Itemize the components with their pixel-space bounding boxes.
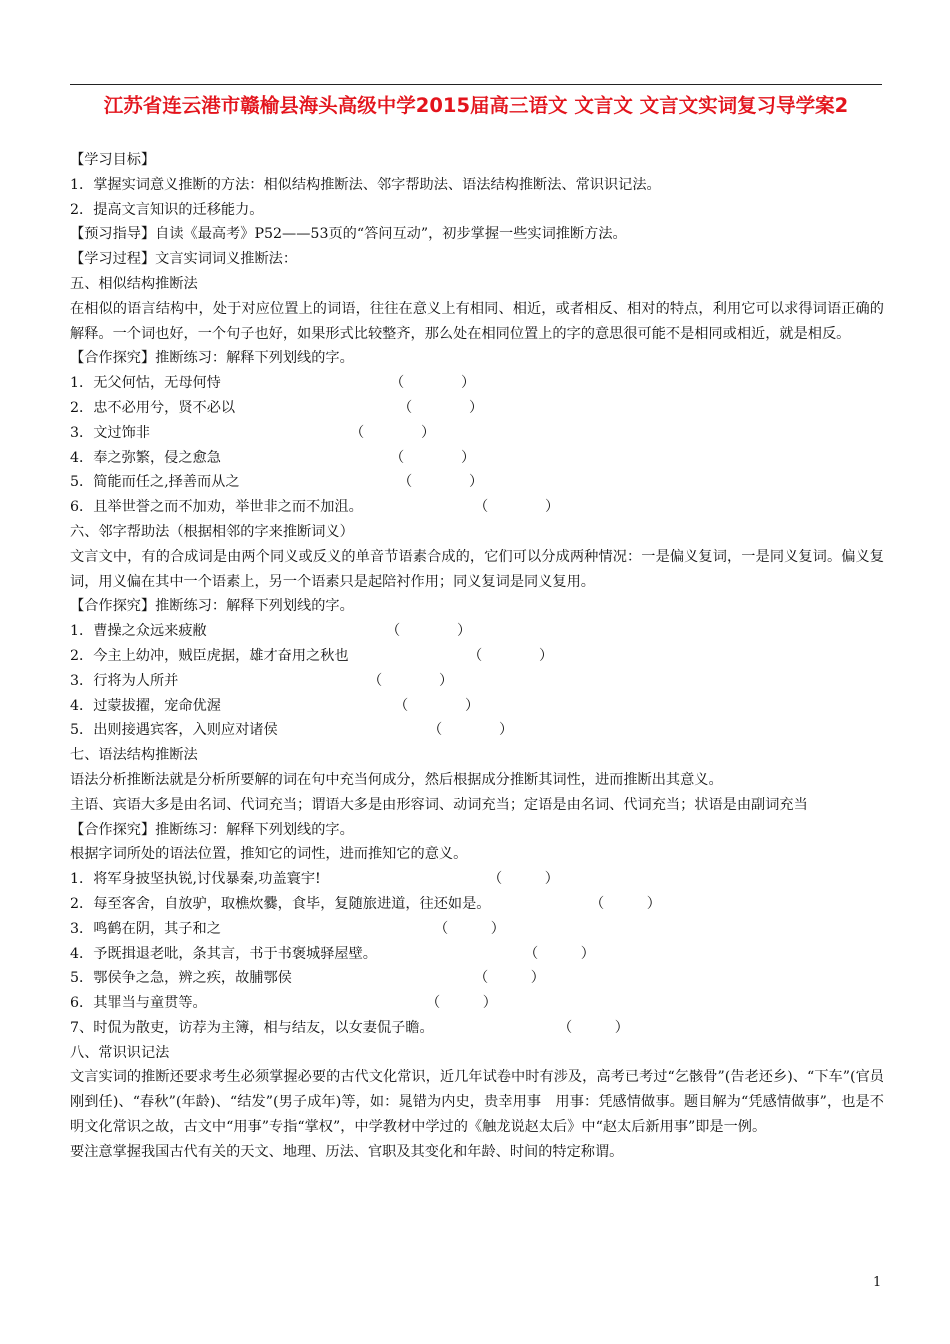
exercise-item	[70, 396, 884, 421]
exercise-text: 1．无父何怙，无母何恃	[70, 375, 221, 392]
answer-blank: （ ）	[398, 399, 484, 416]
section7-intro: 根据字词所处的语法位置，推知它的词性，进而推知它的意义。	[70, 846, 468, 863]
answer-blank: （ ）	[394, 697, 480, 714]
page-number: 1	[873, 1275, 882, 1290]
exercise-text: 5．鄂侯争之急，辨之疾，故脯鄂侯	[70, 970, 292, 987]
answer-blank: （ ）	[474, 970, 545, 987]
exercise-text: 5．出则接遇宾客，入则应对诸侯	[70, 722, 278, 739]
exercise-text: 4．过蒙拔擢，宠命优渥	[70, 697, 221, 714]
exercise-item	[70, 669, 884, 694]
preview-guide: 【预习指导】自读《最高考》P52——53页的“答问互动”，初步掌握一些实词推断方法。	[70, 226, 627, 243]
exercise-item	[70, 1016, 884, 1041]
exercise-text: 3．鸣鹤在阴，其子和之	[70, 920, 221, 937]
objective-1: 1．掌握实词意义推断的方法：相似结构推断法、邻字帮助法、语法结构推断法、常识识记法。	[70, 176, 661, 193]
section8-paragraph-2: 要注意掌握我国古代有关的天文、地理、历法、官职及其变化和年龄、时间的特定称谓。	[70, 1143, 624, 1160]
section7-paragraph-2: 主语、宾语大多是由名词、代词充当；谓语大多是由形容词、动词充当；定语是由名词、代词充当；状语是由副词充当	[70, 796, 808, 813]
document-body	[70, 148, 884, 1165]
section7-practice: 【合作探究】推断练习：解释下列划线的字。	[70, 821, 354, 838]
answer-blank: （ ）	[390, 375, 476, 392]
section6-heading: 六、邻字帮助法（根据相邻的字来推断词义）	[70, 523, 354, 540]
section6-items	[70, 619, 884, 743]
answer-blank: （ ）	[590, 895, 661, 912]
answer-blank: （ ）	[426, 995, 497, 1012]
exercise-text: 4．奉之弥繁，侵之愈急	[70, 449, 221, 466]
exercise-text: 6．其罪当与童贯等。	[70, 995, 207, 1012]
exercise-item	[70, 917, 884, 942]
section5-practice: 【合作探究】推断练习：解释下列划线的字。	[70, 350, 354, 367]
exercise-text: 1．将军身披坚执锐,讨伐暴秦,功盖寰宇!	[70, 871, 321, 888]
section7-heading: 七、语法结构推断法	[70, 747, 198, 764]
answer-blank: （ ）	[488, 871, 559, 888]
exercise-text: 4．予既揖退老吡，条其言，书于书褒城驿屋壁。	[70, 945, 377, 962]
exercise-text: 3．文过饰非	[70, 424, 150, 441]
exercise-text: 5．简能而任之,择善而从之	[70, 474, 240, 491]
exercise-item	[70, 942, 884, 967]
exercise-item	[70, 718, 884, 743]
answer-blank: （ ）	[468, 647, 554, 664]
exercise-item	[70, 421, 884, 446]
section5-items	[70, 371, 884, 520]
answer-blank: （ ）	[428, 722, 514, 739]
objectives-heading: 【学习目标】	[70, 152, 156, 168]
answer-blank: （ ）	[558, 1019, 629, 1036]
answer-blank: （ ）	[524, 945, 595, 962]
exercise-item	[70, 371, 884, 396]
answer-blank: （ ）	[390, 449, 476, 466]
section7-items	[70, 867, 884, 1041]
exercise-item	[70, 867, 884, 892]
learning-process: 【学习过程】文言实词词义推断法：	[70, 251, 298, 268]
exercise-item	[70, 470, 884, 495]
exercise-item	[70, 892, 884, 917]
exercise-item	[70, 694, 884, 719]
section6-practice: 【合作探究】推断练习：解释下列划线的字。	[70, 598, 354, 615]
header-rule	[70, 84, 882, 85]
page-title: 江苏省连云港市赣榆县海头高级中学2015届高三语文 文言文 文言文实词复习导学案2	[103, 94, 849, 117]
exercise-item	[70, 495, 884, 520]
exercise-text: 2．每至客舍，自放驴，取樵炊爨，食毕，复随旅进道，往还如是。	[70, 895, 491, 912]
objective-2: 2．提高文言知识的迁移能力。	[70, 201, 264, 218]
section8-paragraph-1: 文言实词的推断还要求考生必须掌握必要的古代文化常识，近几年试卷中时有涉及，高考已考过“乞骸骨”(告老还乡)、“下车”(官员刚到任)、“春秋”(年龄)、“结发”(男子成年)等，如：晁错为内史，贵幸用事 用事：凭感情做事。题目解为“凭感情做事”，也是不明文化常识之故，古文中“用事”专指“掌权”，中学教材中学过的《触龙说赵太后》中“赵太后新用事”即是一例。	[70, 1069, 884, 1136]
answer-blank: （ ）	[350, 424, 436, 441]
exercise-text: 2．忠不必用兮，贤不必以	[70, 399, 236, 416]
answer-blank: （ ）	[386, 623, 472, 640]
section6-paragraph: 文言文中，有的合成词是由两个同义或反义的单音节语素合成的，它们可以分成两种情况：一是偏义复词，一是同义复词。偏义复词，用义偏在其中一个语素上，另一个语素只是起陪衬作用；同义复词是同义复用。	[70, 548, 884, 590]
exercise-text: 7、时侃为散吏，访荐为主簿，相与结友，以女妻侃子瞻。	[70, 1019, 434, 1036]
exercise-text: 6．且举世誉之而不加劝，举世非之而不加沮。	[70, 499, 363, 516]
answer-blank: （ ）	[368, 672, 454, 689]
exercise-item	[70, 446, 884, 471]
exercise-item	[70, 619, 884, 644]
section5-paragraph: 在相似的语言结构中，处于对应位置上的词语，往往在意义上有相同、相近，或者相反、相对的特点，利用它可以求得词语正确的解释。一个词也好，一个句子也好，如果形式比较整齐，那么处在相同位置上的字的意思很可能不是相同或相近，就是相反。	[70, 300, 884, 342]
answer-blank: （ ）	[474, 499, 560, 516]
section7-paragraph-1: 语法分析推断法就是分析所要解的词在句中充当何成分，然后根据成分推断其词性，进而推断出其意义。	[70, 771, 723, 788]
exercise-item	[70, 991, 884, 1016]
exercise-text: 2．今主上幼冲，贼臣虎据，雄才奋用之秋也	[70, 647, 349, 664]
answer-blank: （ ）	[434, 920, 505, 937]
answer-blank: （ ）	[398, 474, 484, 491]
exercise-item	[70, 966, 884, 991]
section8-heading: 八、常识识记法	[70, 1044, 170, 1061]
exercise-text: 1．曹操之众远来疲敝	[70, 623, 207, 640]
exercise-text: 3．行将为人所并	[70, 672, 179, 689]
section5-heading: 五、相似结构推断法	[70, 275, 198, 292]
exercise-item	[70, 644, 884, 669]
